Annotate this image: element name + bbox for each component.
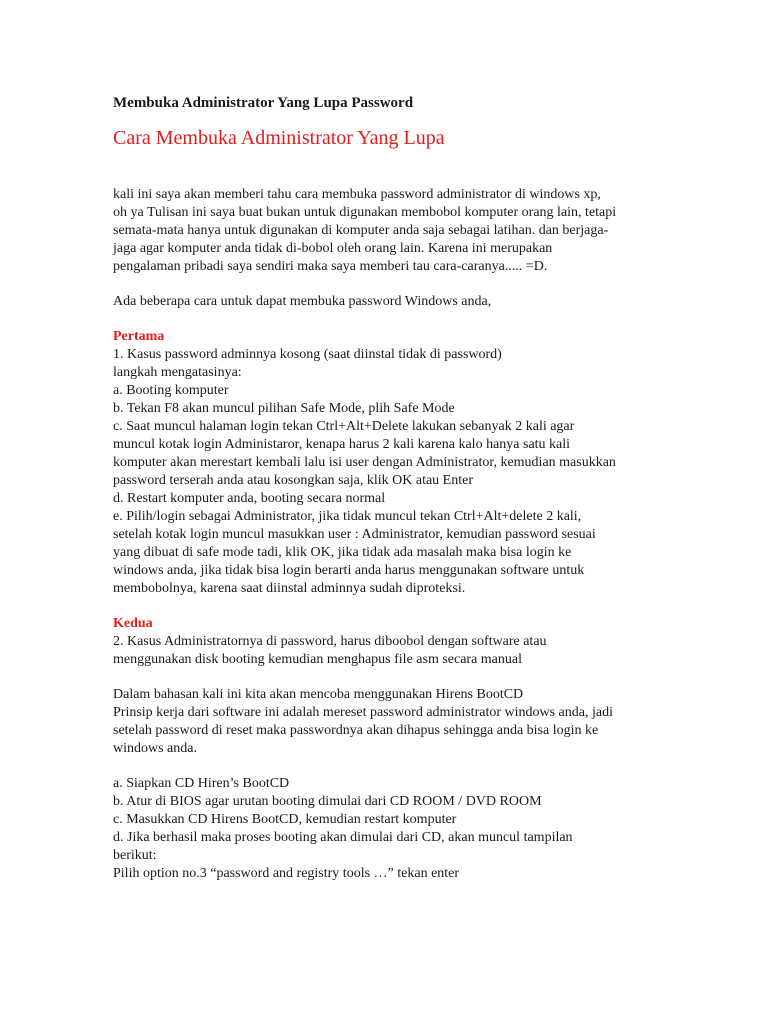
- step-line: c. Masukkan CD Hirens BootCD, kemudian restart komputer: [113, 812, 457, 827]
- section-kedua: [113, 615, 658, 669]
- intro-line: kali ini saya akan memberi tahu cara membuka password administrator di windows xp,: [113, 187, 601, 202]
- section-line: e. Pilih/login sebagai Administrator, jika tidak muncul tekan Ctrl+Alt+delete 2 kali,: [113, 509, 582, 524]
- section-heading-kedua: Kedua: [113, 616, 153, 631]
- section-heading-pertama: Pertama: [113, 329, 165, 344]
- section-line: b. Tekan F8 akan muncul pilihan Safe Mode, plih Safe Mode: [113, 401, 455, 416]
- spacer: [113, 311, 658, 328]
- intro-line: pengalaman pribadi saya sendiri maka saya memberi tau cara-caranya..... =D.: [113, 259, 548, 274]
- spacer: [113, 758, 658, 775]
- spacer: [113, 276, 658, 293]
- section-line: c. Saat muncul halaman login tekan Ctrl+Alt+Delete lakukan sebanyak 2 kali agar: [113, 419, 575, 434]
- paragraph-line: setelah password di reset maka passwordnya akan dihapus sehingga anda bisa login ke: [113, 723, 599, 738]
- step-line: berikut:: [113, 848, 157, 863]
- steps-list: [113, 775, 658, 883]
- intro-paragraph: [113, 186, 658, 276]
- step-line: a. Siapkan CD Hiren’s BootCD: [113, 776, 290, 791]
- section-line: 1. Kasus password adminnya kosong (saat diinstal tidak di password): [113, 347, 502, 362]
- section-line: setelah kotak login muncul masukkan user : Administrator, kemudian password sesuai: [113, 527, 596, 542]
- hirens-paragraph: [113, 686, 658, 758]
- step-line: Pilih option no.3 “password and registry tools …” tekan enter: [113, 866, 460, 881]
- document-title: Membuka Administrator Yang Lupa Password: [113, 95, 414, 111]
- intro-line: jaga agar komputer anda tidak di-bobol oleh orang lain. Karena ini merupakan: [113, 241, 553, 256]
- section-pertama: [113, 328, 658, 598]
- section-line: menggunakan disk booting kemudian menghapus file asm secara manual: [113, 652, 523, 667]
- section-line: langkah mengatasinya:: [113, 365, 242, 380]
- intro2-paragraph: Ada beberapa cara untuk dapat membuka password Windows anda,: [113, 294, 492, 309]
- section-line: windows anda, jika tidak bisa login berarti anda harus menggunakan software untuk: [113, 563, 585, 578]
- paragraph-line: windows anda.: [113, 741, 197, 756]
- paragraph-line: Dalam bahasan kali ini kita akan mencoba menggunakan Hirens BootCD: [113, 687, 524, 702]
- section-line: a. Booting komputer: [113, 383, 229, 398]
- intro-line: oh ya Tulisan ini saya buat bukan untuk digunakan membobol komputer orang lain, tetapi: [113, 205, 617, 220]
- document-page: [113, 93, 658, 883]
- section-line: yang dibuat di safe mode tadi, klik OK, jika tidak ada masalah maka bisa login ke: [113, 545, 572, 560]
- paragraph-line: Prinsip kerja dari software ini adalah mereset password administrator windows anda, jadi: [113, 705, 613, 720]
- section-line: membobolnya, karena saat diinstal adminnya sudah diproteksi.: [113, 581, 466, 596]
- red-heading: Cara Membuka Administrator Yang Lupa: [113, 127, 445, 149]
- spacer: [113, 669, 658, 686]
- step-line: b. Atur di BIOS agar urutan booting dimulai dari CD ROOM / DVD ROOM: [113, 794, 542, 809]
- section-line: d. Restart komputer anda, booting secara normal: [113, 491, 386, 506]
- section-line: 2. Kasus Administratornya di password, harus diboobol dengan software atau: [113, 634, 547, 649]
- spacer: [113, 598, 658, 615]
- section-line: komputer akan merestart kembali lalu isi user dengan Administrator, kemudian masukkan: [113, 455, 616, 470]
- section-line: muncul kotak login Administaror, kenapa harus 2 kali karena kalo hanya satu kali: [113, 437, 571, 452]
- section-line: password terserah anda atau kosongkan saja, klik OK atau Enter: [113, 473, 473, 488]
- intro-line: semata-mata hanya untuk digunakan di komputer anda saja sebagai latihan. dan berjaga-: [113, 223, 609, 238]
- step-line: d. Jika berhasil maka proses booting akan dimulai dari CD, akan muncul tampilan: [113, 830, 573, 845]
